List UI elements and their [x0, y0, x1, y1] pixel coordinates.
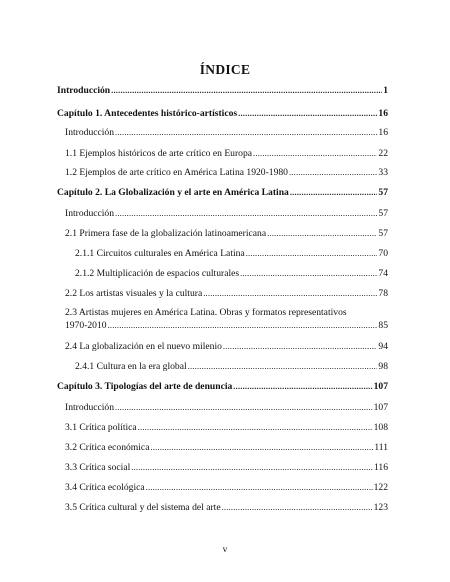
toc-entry-page: 16: [378, 108, 388, 119]
toc-entry-2-4: [65, 340, 388, 353]
leader-dots: [289, 166, 377, 178]
toc-entry-3-4: [65, 481, 388, 494]
toc-entry-2-2: [65, 287, 388, 300]
leader-dots: [238, 107, 377, 119]
toc-entry-page: 22: [378, 148, 388, 159]
toc-entry-label: Introducción: [65, 208, 115, 219]
leader-dots: [138, 421, 373, 433]
toc-entry-page: 1: [383, 85, 388, 96]
toc-entry-label: Introducción: [65, 127, 115, 138]
toc-entry-label: 1.2 Ejemplos de arte crítico en América Latina 1920-1980: [65, 167, 288, 178]
toc-entry-introduccion: [57, 84, 388, 97]
toc-entry-page: 98: [378, 361, 388, 372]
toc-entry-label-line2: 1970-2010: [65, 320, 107, 331]
leader-dots: [131, 461, 373, 473]
toc-entry-label: 2.2 Los artistas visuales y la cultura: [65, 288, 203, 299]
toc-entry-1-1: [65, 147, 388, 160]
leader-dots: [223, 340, 377, 352]
toc-entry-3-2: [65, 441, 388, 454]
toc-entry-page: 111: [374, 442, 388, 453]
toc-entry-page: 107: [373, 381, 388, 392]
toc-entry-label: 3.1 Crítica política: [65, 422, 137, 433]
toc-entry-page: 116: [373, 462, 388, 473]
toc-entry-label: Capítulo 1. Antecedentes histórico-artísticos: [57, 108, 238, 119]
leader-dots: [115, 401, 373, 413]
leader-dots: [115, 207, 377, 219]
toc-entry-capitulo-3: [57, 380, 388, 393]
toc-entry-2-1-2: [75, 267, 388, 280]
leader-dots: [290, 186, 378, 198]
toc-entry-page: 123: [373, 502, 388, 513]
toc-entry-2-4-1: [75, 360, 388, 373]
toc-entry-capitulo-1: [57, 107, 388, 120]
toc-entry-3-1: [65, 421, 388, 434]
toc-entry-label: Capítulo 2. La Globalización y el arte en América Latina: [57, 187, 289, 198]
leader-dots: [253, 147, 377, 159]
toc-entry-label-line1: 2.3 Artistas mujeres en América Latina. Obras y formatos representativos: [65, 307, 347, 318]
toc-entry-label: Introducción: [65, 402, 115, 413]
toc-entry-label: Introducción: [57, 85, 111, 96]
leader-dots: [233, 380, 372, 392]
toc-entry-page: 33: [378, 167, 388, 178]
toc-entry-capitulo-2: [57, 186, 388, 199]
toc-entry-3-3: [65, 461, 388, 474]
toc-entry-cap1-introduccion: [65, 126, 388, 139]
toc-entry-page: 70: [378, 248, 388, 259]
leader-dots: [203, 287, 377, 299]
page-title: ÍNDICE: [199, 62, 251, 77]
toc-entry-label: 2.4.1 Cultura en la era global: [75, 361, 187, 372]
page-number-footer: v: [222, 545, 228, 555]
toc-entry-label: 2.1.1 Circuitos culturales en América Latina: [75, 248, 245, 259]
toc-entry-2-1-1: [75, 247, 388, 260]
toc-entry-page: 122: [373, 482, 388, 493]
toc-entry-page: 16: [378, 127, 388, 138]
toc-entry-1-2: [65, 166, 388, 179]
toc-entry-label: 3.3 Crítica social: [65, 462, 131, 473]
leader-dots: [150, 441, 373, 453]
toc-entry-page: 108: [373, 422, 388, 433]
toc-entry-cap2-introduccion: [65, 207, 388, 220]
leader-dots: [246, 247, 378, 259]
toc-entry-page: 78: [378, 288, 388, 299]
leader-dots: [240, 267, 377, 279]
leader-dots: [222, 501, 373, 513]
toc-entry-label: 2.1.2 Multiplicación de espacios culturales: [75, 268, 240, 279]
toc-entry-label: 2.1 Primera fase de la globalización latinoamericana: [65, 228, 267, 239]
toc-entry-cap3-introduccion: [65, 401, 388, 414]
toc-entry-2-1: [65, 227, 388, 240]
toc-entry-page: 74: [378, 268, 388, 279]
leader-dots: [267, 227, 377, 239]
leader-dots: [111, 84, 382, 96]
toc-entry-label: 3.2 Crítica económica: [65, 442, 150, 453]
toc-entry-label: Capítulo 3. Tipologías del arte de denuncia: [57, 381, 233, 392]
leader-dots: [146, 481, 373, 493]
leader-dots: [188, 360, 378, 372]
toc-entry-label: 3.5 Crítica cultural y del sistema del arte: [65, 502, 221, 513]
toc-entry-page: 57: [378, 228, 388, 239]
toc-entry-page: 107: [373, 402, 388, 413]
toc-entry-2-3: [65, 307, 388, 332]
toc-entry-label: 1.1 Ejemplos históricos de arte crítico en Europa: [65, 148, 253, 159]
toc-entry-page: 94: [378, 341, 388, 352]
toc-entry-label: 3.4 Crítica ecológica: [65, 482, 145, 493]
toc-entry-page: 57: [378, 208, 388, 219]
leader-dots: [115, 126, 377, 138]
toc-entry-page: 57: [378, 187, 388, 198]
leader-dots: [108, 319, 378, 331]
toc-entry-3-5: [65, 501, 388, 514]
toc-entry-page: 85: [378, 320, 388, 331]
toc-entry-label: 2.4 La globalización en el nuevo milenio: [65, 341, 222, 352]
